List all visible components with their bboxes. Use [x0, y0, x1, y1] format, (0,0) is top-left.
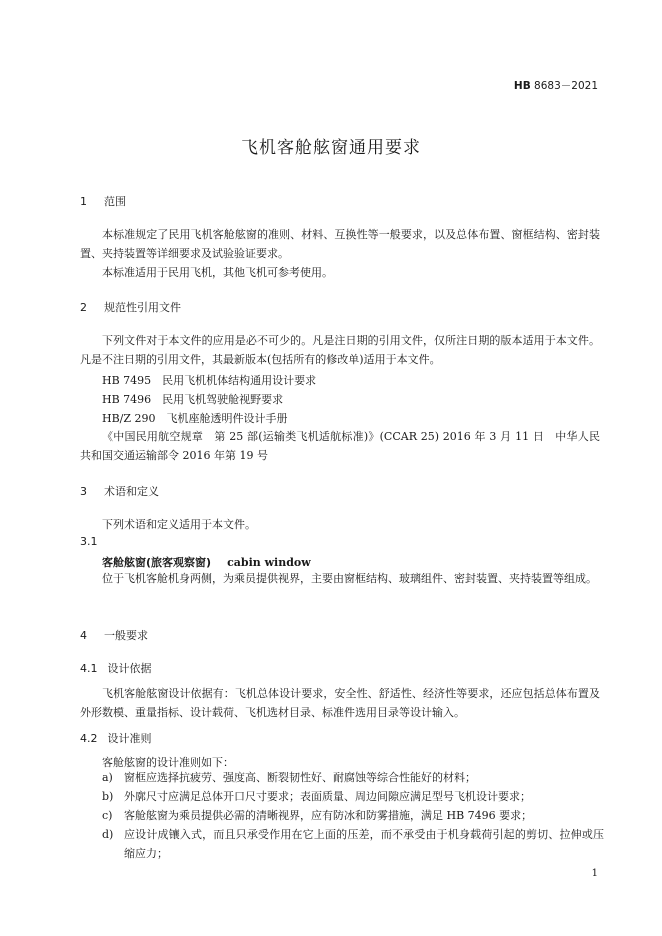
section-3-heading: 3 术语和定义	[80, 485, 159, 498]
list-item: c) 客舱舷窗为乘员提供必需的清晰视界，应有防冰和防雾措施，满足 HB 7496 要求；	[102, 809, 533, 822]
subsection-3-1-number: 3.1	[80, 535, 98, 548]
page-number: 1	[591, 868, 598, 879]
list-item: a) 窗框应选择抗疲劳、强度高、断裂韧性好、耐腐蚀等综合性能好的材料；	[102, 771, 476, 784]
list-item: b) 外廓尺寸应满足总体开口尺寸要求；表面质量、周边间隙应满足型号飞机设计要求；	[102, 790, 531, 803]
document-code: HB 8683－2021	[513, 80, 598, 92]
section-2-heading: 2 规范性引用文件	[80, 301, 181, 314]
section-1-para-1: 本标准规定了民用飞机客舱舷窗的准则、材料、互换性等一般要求，以及总体布置、窗框结构、密封装置、夹持装置等详细要求及试验验证要求。	[80, 228, 600, 260]
reference-item: HB/Z 290 飞机座舱透明件设计手册	[102, 412, 288, 425]
section-4-heading: 4 一般要求	[80, 629, 148, 642]
subsection-4-2-intro: 客舱舷窗的设计准则如下：	[102, 756, 234, 769]
document-title: 飞机客舱舷窗通用要求	[241, 138, 421, 158]
subsection-4-1-heading: 4.1 设计依据	[80, 662, 152, 675]
list-item: d) 应设计成镶入式，而且只承受作用在它上面的压差，而不承受由于机身载荷引起的剪切、拉伸或压缩应力；	[102, 828, 604, 860]
section-1-heading: 1 范围	[80, 195, 126, 208]
subsection-4-2-heading: 4.2 设计准则	[80, 732, 152, 745]
reference-item: HB 7495 民用飞机机体结构通用设计要求	[102, 374, 317, 387]
term-entry: 客舱舷窗(旅客观察窗) cabin window	[102, 556, 311, 569]
reference-item: HB 7496 民用飞机驾驶舱视野要求	[102, 393, 284, 406]
section-3-intro: 下列术语和定义适用于本文件。	[102, 518, 256, 531]
section-2-intro: 下列文件对于本文件的应用是必不可少的。凡是注日期的引用文件，仅所注日期的版本适用于本文件。凡是不注日期的引用文件，其最新版本(包括所有的修改单)适用于本文件。	[80, 334, 600, 366]
section-1-para-2: 本标准适用于民用飞机，其他飞机可参考使用。	[102, 266, 333, 279]
subsection-4-1-para: 飞机客舱舷窗设计依据有：飞机总体设计要求，安全性、舒适性、经济性等要求，还应包括总体布置及外形数模、重量指标、设计载荷、飞机选材目录、标准件选用目录等设计输入。	[80, 687, 600, 719]
reference-ccar: 《中国民用航空规章 第 25 部(运输类飞机适航标准)》(CCAR 25) 2016 年 3 月 11 日 中华人民共和国交通运输部令 2016 年第 19 号	[80, 430, 600, 462]
term-definition: 位于飞机客舱机身两侧，为乘员提供视界，主要由窗框结构、玻璃组件、密封装置、夹持装置等组成。	[102, 572, 597, 585]
